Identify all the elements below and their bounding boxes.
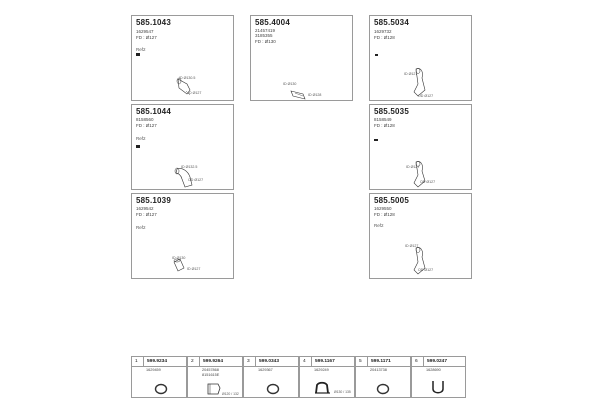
- pipe-connector-icon: [370, 16, 473, 102]
- divider: [367, 357, 368, 366]
- dimension-label: Ø120 / 132: [222, 392, 239, 396]
- reference-number: 1629547: [136, 29, 154, 34]
- dimension-label: ID Ø130: [283, 82, 297, 86]
- reference-number: 8158560: [136, 117, 154, 122]
- accessory-index: 6: [415, 358, 418, 364]
- reference-number: 1629732: [374, 29, 392, 34]
- pipe-connector-icon: [132, 194, 235, 280]
- part-number: 585.5034: [374, 18, 409, 27]
- dimension-label: ID Ø127: [187, 267, 201, 271]
- part-number: 585.5035: [374, 107, 409, 116]
- note-text: Ref2: [136, 225, 146, 230]
- pipe-clamp-icon: [206, 382, 222, 396]
- part-card-585-5035[interactable]: [369, 104, 472, 190]
- dimension-label: OD Ø127: [420, 180, 436, 184]
- note-text: Ref2: [136, 47, 146, 52]
- part-card-585-1043[interactable]: [131, 15, 234, 101]
- dimension-label: ID Ø128: [308, 93, 322, 97]
- spec-text: FD : Ø128: [374, 212, 395, 217]
- dimension-label: ID Ø127: [406, 165, 420, 169]
- accessory-index: 2: [191, 358, 194, 364]
- spec-text: FD : Ø128: [374, 123, 395, 128]
- part-card-585-1039[interactable]: [131, 193, 234, 279]
- gasket-ring-icon: [154, 383, 168, 395]
- spec-text: FD : Ø127: [136, 123, 157, 128]
- divider: [255, 357, 256, 366]
- accessory-part-number: 599.9234: [147, 358, 168, 364]
- pipe-connector-icon: [132, 16, 235, 102]
- pipe-bend-icon: [132, 105, 235, 191]
- accessory-index: 5: [359, 358, 362, 364]
- reference-number: 21457419: [255, 28, 276, 33]
- part-card-585-1044[interactable]: [131, 104, 234, 190]
- accessory-reference: 1629367: [258, 368, 273, 372]
- part-number: 585.4004: [255, 18, 290, 27]
- dimension-label: OD Ø127: [188, 178, 204, 182]
- dimension-label: ID Ø132.5: [181, 165, 198, 169]
- accessory-part-number: 599.0247: [427, 358, 448, 364]
- part-number: 585.5005: [374, 196, 409, 205]
- part-card-585-5005[interactable]: [369, 193, 472, 279]
- accessory-part-number: 599.1167: [315, 358, 335, 364]
- accessory-strip: [131, 356, 466, 398]
- spec-text: FD : Ø127: [136, 35, 157, 40]
- reference-number: 8158549: [374, 117, 392, 122]
- note-text: Ref2: [136, 136, 146, 141]
- dimension-label: ID Ø130: [172, 256, 186, 260]
- part-card-585-4004[interactable]: [250, 15, 353, 101]
- gasket-ring-icon: [266, 383, 280, 395]
- accessory-item[interactable]: [355, 356, 411, 398]
- divider: [199, 357, 200, 366]
- dimension-label: OD Ø127: [418, 268, 434, 272]
- accessory-index: 1: [135, 358, 138, 364]
- divider: [311, 357, 312, 366]
- dimension-label: ID Ø127: [188, 91, 202, 95]
- accessory-part-number: 599.0343: [259, 358, 280, 364]
- spec-text: FD : Ø127: [136, 212, 157, 217]
- gasket-ring-icon: [376, 383, 390, 395]
- accessory-part-number: 599.9264: [203, 358, 224, 364]
- part-card-585-5034[interactable]: [369, 15, 472, 101]
- reference-number: 1629550: [374, 206, 392, 211]
- u-bolt-clamp-icon: [430, 379, 446, 397]
- accessory-reference: 1629459: [146, 368, 161, 372]
- accessory-index: 4: [303, 358, 306, 364]
- divider: [143, 357, 144, 366]
- pipe-connector-icon: [251, 16, 354, 102]
- accessory-reference: 8151615E: [202, 373, 220, 377]
- dimension-label: ID Ø127: [404, 72, 418, 76]
- dimension-label: ID Ø127: [405, 244, 419, 248]
- accessory-reference: 1628690: [426, 368, 441, 372]
- part-number: 585.1039: [136, 196, 171, 205]
- accessory-item[interactable]: [131, 356, 187, 398]
- accessory-part-number: 599.1171: [371, 358, 391, 364]
- reference-number: 3185355: [255, 33, 273, 38]
- accessory-reference: 20457868: [202, 368, 219, 372]
- divider: [423, 357, 424, 366]
- part-number: 585.1043: [136, 18, 171, 27]
- note-text: Ref2: [374, 223, 384, 228]
- dimension-label: OD Ø127: [418, 94, 434, 98]
- accessory-index: 3: [247, 358, 250, 364]
- spec-text: FD : Ø130: [255, 39, 276, 44]
- dimension-label: Ø130 / 135: [334, 390, 351, 394]
- reference-number: 1629542: [136, 206, 154, 211]
- exhaust-clamp-icon: [314, 381, 332, 395]
- accessory-reference: 20413738: [370, 368, 387, 372]
- part-number: 585.1044: [136, 107, 171, 116]
- accessory-item[interactable]: [243, 356, 299, 398]
- pipe-connector-icon: [370, 105, 473, 191]
- accessory-reference: 1629249: [314, 368, 329, 372]
- accessory-item[interactable]: [299, 356, 355, 398]
- dimension-label: ID Ø130.5: [179, 76, 196, 80]
- accessory-item[interactable]: [187, 356, 243, 398]
- spec-text: FD : Ø128: [374, 35, 395, 40]
- accessory-item[interactable]: [411, 356, 466, 398]
